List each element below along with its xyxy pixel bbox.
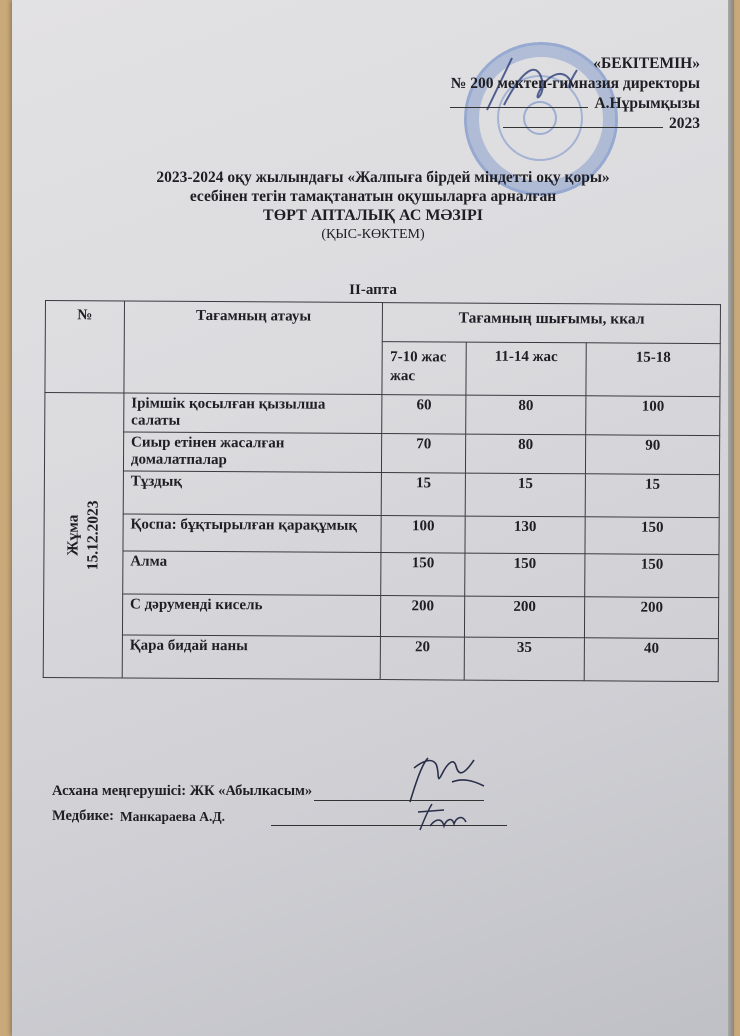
menu-table — [43, 300, 721, 682]
header-age-15-18: 15-18 — [586, 343, 720, 397]
kcal-7-10: 70 — [382, 434, 466, 474]
table-row — [44, 432, 719, 475]
approval-heading: «БЕКІТЕМІН» — [593, 55, 700, 72]
dish-name: С дәруменді кисель — [122, 594, 381, 637]
kcal-11-14: 15 — [465, 473, 586, 517]
kcal-11-14: 35 — [464, 637, 585, 681]
dish-name: Ірімшік қосылған қызылша салаты — [124, 393, 383, 434]
document-title — [12, 168, 734, 244]
dish-name: Алма — [123, 551, 382, 596]
kcal-11-14: 80 — [465, 395, 586, 435]
header-number: № — [45, 301, 124, 393]
title-line-1: 2023-2024 оқу жылындағы «Жалпыға бірдей міндетті оқу қоры» — [156, 169, 610, 186]
week-label: ІІ-апта — [349, 282, 397, 298]
director-signature-line — [450, 107, 588, 108]
kcal-11-14: 130 — [465, 516, 586, 554]
nurse-name: Манкараева А.Д. — [119, 809, 225, 824]
day-date: 15.12.2023 — [84, 500, 102, 571]
approval-year: 2023 — [669, 115, 700, 132]
kcal-7-10: 200 — [381, 596, 465, 638]
kcal-15-18: 100 — [586, 396, 720, 436]
kcal-7-10: 60 — [382, 395, 466, 435]
kcal-7-10: 15 — [382, 473, 466, 517]
day-cell — [43, 393, 124, 678]
nurse-signature-icon — [414, 800, 474, 836]
approval-date-line — [503, 127, 663, 128]
dish-name: Тұздық — [123, 471, 382, 516]
table-row — [43, 634, 718, 681]
kcal-7-10: 100 — [381, 516, 464, 554]
kcal-15-18: 150 — [585, 517, 719, 555]
title-line-2: есебінен тегін тамақтанатын оқушыларға арналған — [189, 188, 557, 205]
table-row — [44, 470, 719, 517]
kcal-15-18: 15 — [585, 474, 719, 518]
approval-position: № 200 мектеп-гимназия директоры — [450, 75, 700, 92]
kcal-7-10: 150 — [381, 553, 465, 597]
dish-name: Қоспа: бұқтырылған қарақұмық — [123, 514, 382, 553]
header-yield: Тағамның шығымы, ккал — [383, 303, 721, 344]
header-age-11-14: 11-14 жас — [466, 342, 587, 396]
kcal-11-14: 150 — [464, 553, 585, 597]
dish-name: Сиыр етінен жасалған домалатпалар — [123, 432, 382, 473]
document-page — [12, 0, 734, 1036]
nurse-label: Медбике: — [52, 808, 114, 824]
approval-block — [450, 54, 700, 134]
kcal-11-14: 200 — [464, 596, 585, 638]
title-line-3: ТӨРТ АПТАЛЫҚ АС МӘЗІРІ — [263, 207, 483, 224]
kcal-15-18: 40 — [584, 638, 718, 682]
kcal-15-18: 150 — [585, 554, 719, 598]
day-name: Жұма — [64, 514, 82, 556]
kcal-15-18: 90 — [586, 435, 720, 475]
table-row — [43, 593, 718, 638]
title-line-4: (ҚЫС-КӨКТЕМ) — [321, 227, 425, 242]
kitchen-head-signature-icon — [402, 752, 492, 804]
table-header-row — [45, 301, 720, 344]
kcal-15-18: 200 — [585, 597, 719, 639]
header-dish-name: Тағамның атауы — [124, 301, 383, 395]
kitchen-head-label: Асхана меңгерушісі: ЖК «Абылкасым» — [52, 783, 313, 799]
page-edge — [728, 0, 734, 1036]
director-name: А.Нұрымқызы — [594, 95, 700, 112]
kcal-11-14: 80 — [465, 434, 586, 474]
table-row — [44, 513, 719, 554]
dish-name: Қара бидай наны — [122, 635, 381, 680]
table-row — [44, 550, 719, 597]
kcal-7-10: 20 — [381, 637, 465, 681]
header-age-7-10: 7-10 жас жас — [382, 342, 466, 396]
table-row — [45, 393, 720, 436]
